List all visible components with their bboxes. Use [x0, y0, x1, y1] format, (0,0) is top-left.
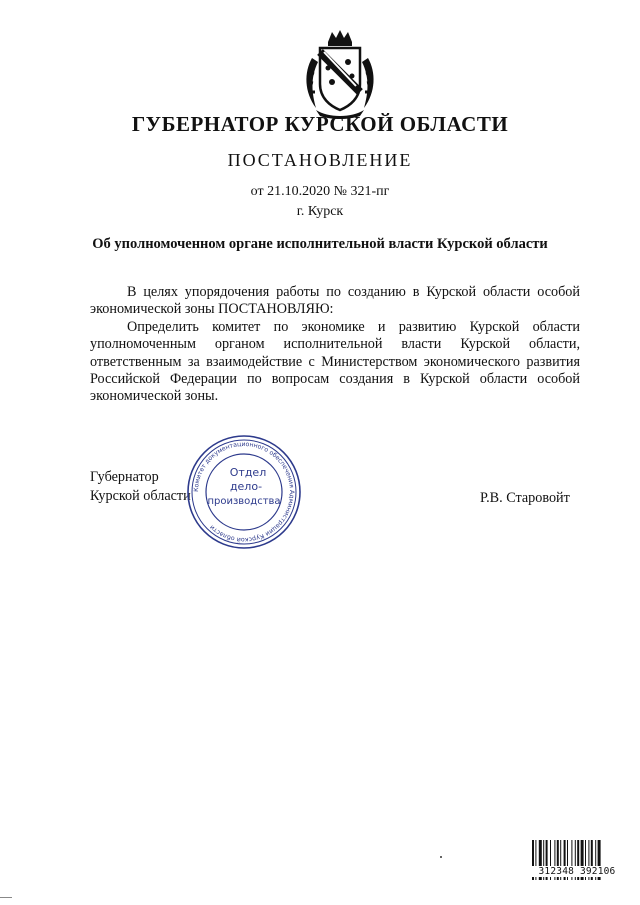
official-stamp: [186, 434, 302, 550]
barcode-number: 312348 392106: [532, 866, 622, 877]
signatory-title-line1: Губернатор: [90, 469, 159, 485]
body-paragraph: В целях упорядочения работы по созданию в Курской области особой экономической зоны ПОСТАНОВЛЯЮ:: [90, 284, 580, 318]
signatory-title: [90, 468, 191, 506]
coat-of-arms-icon: [298, 28, 382, 120]
document-subject: Об уполномоченном органе исполнительной власти Курской области: [92, 236, 548, 252]
city: г. Курск: [296, 204, 344, 219]
stamp-ring-text: Комитет документационного обеспечения Администрации Курской области: [192, 440, 296, 544]
scan-edge-mark: [0, 897, 12, 898]
number-prefix: №: [333, 184, 347, 199]
issuer-title: ГУБЕРНАТОР КУРСКОЙ ОБЛАСТИ: [131, 112, 509, 136]
signatory-title-line2: Курской области: [90, 488, 191, 504]
signatory-name: Р.В. Старовойт: [480, 490, 570, 506]
document-body: [90, 284, 580, 406]
stamp-line2: дело-: [229, 480, 263, 493]
document-date: 21.10.2020: [267, 184, 331, 199]
document-type: ПОСТАНОВЛЕНИЕ: [227, 150, 413, 170]
stamp-line3: производства: [207, 496, 281, 507]
document-number-line: [0, 184, 640, 200]
body-paragraph: Определить комитет по экономике и развитию Курской области уполномоченным органом исполнительной власти Курской области, ответственным за взаимодействие с Министерством экономического развития Российской Федерации по вопросам создания в Курской области особой экономической зоны.: [90, 318, 580, 405]
date-prefix: от: [250, 184, 264, 199]
stamp-line1: Отдел: [229, 466, 267, 479]
document-number: 321-пг: [350, 184, 390, 199]
scan-speck: [440, 856, 442, 858]
